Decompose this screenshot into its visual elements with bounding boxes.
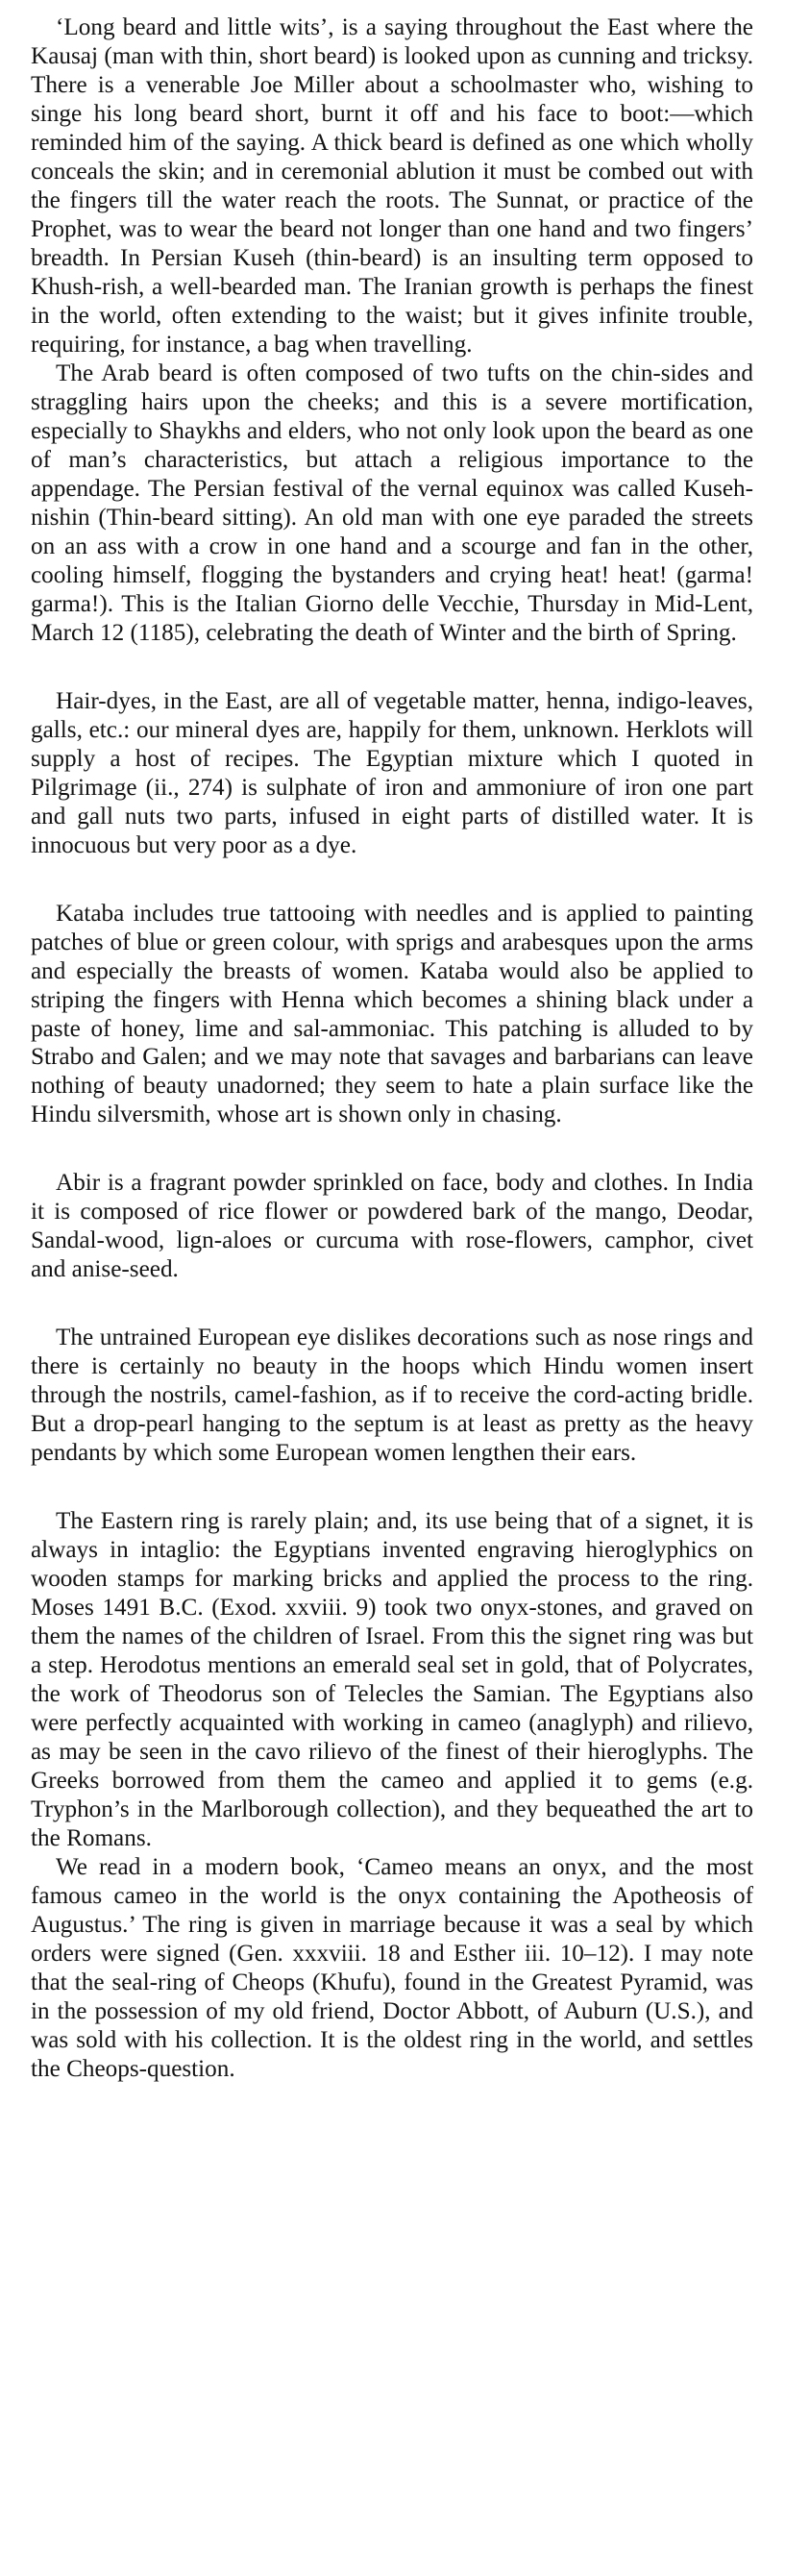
paragraph: The untrained European eye dislikes decorations such as nose rings and there is certainly no beauty in the hoops which Hindu women insert through the nostrils, camel-fashion, as if to receive the cord-acting bridle. But a drop-pearl hanging to the septum is at least as pretty as the heavy pendants by which some European women lengthen their ears.: [31, 1325, 753, 1467]
document-page: [31, 13, 753, 2123]
paragraph: Hair-dyes, in the East, are all of vegetable matter, henna, indigo-leaves, galls, etc.: our mineral dyes are, happily for them, unknown. Herklots will supply a host of recipes. The Egyptian mixture which I quoted in Pilgrimage (ii., 274) is sulphate of iron and ammoniure of iron one part and gall nuts two parts, infused in eight parts of distilled water. It is innocuous but very poor as a dye.: [31, 687, 753, 858]
paragraph: ‘Long beard and little wits’, is a saying throughout the East where the Kausaj (man with thin, short beard) is looked upon as cunning and tricksy. There is a venerable Joe Miller about a schoolmaster who, wishing to singe his long beard short, burnt it off and his face to boot:—which reminded him of the saying. A thick beard is defined as one which wholly conceals the skin; and in ceremonial ablution it must be combed out with the fingers till the water reach the roots. The Sunnat, or practice of the Prophet, was to wear the beard not longer than one hand and two fingers’ breadth. In Persian Kuseh (thin-beard) is an insulting term opposed to Khush-rish, a well-bearded man. The Iranian growth is perhaps the finest in the world, often extending to the waist; but it gives infinite trouble, requiring, for instance, a bag when travelling.: [31, 14, 753, 358]
paragraph: The Arab beard is often composed of two tufts on the chin-sides and straggling hairs upon the cheeks; and this is a severe mortification, especially to Shaykhs and elders, who not only look upon the beard as one of man’s characteristics, but attach a religious importance to the appendage. The Persian festival of the vernal equinox was called Kuseh-nishin (Thin-beard sitting). An old man with one eye paraded the streets on an ass with a crow in one hand and a scourge and fan in the other, cooling himself, flogging the bystanders and crying heat! heat! (garma! garma!). This is the Italian Giorno delle Vecchie, Thursday in Mid-Lent, March 12 (1185), celebrating the death of Winter and the birth of Spring.: [31, 359, 753, 646]
section-abir: [31, 1169, 753, 1284]
section-kataba: [31, 900, 753, 1130]
paragraph: Abir is a fragrant powder sprinkled on face, body and clothes. In India it is composed of rice flower or powdered bark of the mango, Deodar, Sandal-wood, lign-aloes or curcuma with rose-flowers, camphor, civet and anise-seed.: [31, 1170, 753, 1283]
paragraph: We read in a modern book, ‘Cameo means an onyx, and the most famous cameo in the world is the onyx containing the Apotheosis of Augustus.’ The ring is given in marriage because it was a seal by which orders were signed (Gen. xxxviii. 18 and Esther iii. 10–12). I may note that the seal-ring of Cheops (Khufu), found in the Greatest Pyramid, was in the possession of my old friend, Doctor Abbott, of Auburn (U.S.), and was sold with his collection. It is the oldest ring in the world, and settles the Cheops-question.: [31, 1854, 753, 2082]
section-hair-dyes: [31, 687, 753, 860]
paragraph: The Eastern ring is rarely plain; and, its use being that of a signet, it is always in intaglio: the Egyptians invented engraving hieroglyphics on wooden stamps for marking bricks and applied the process to the ring. Moses 1491 B.C. (Exod. xxviii. 9) took two onyx-stones, and graved on them the names of the children of Israel. From this the signet ring was but a step. Herodotus mentions an emerald seal set in gold, that of Polycrates, the work of Theodorus son of Telecles the Samian. The Egyptians also were perfectly acquainted with working in cameo (anaglyph) and rilievo, as may be seen in the cavo rilievo of the finest of their hieroglyphs. The Greeks borrowed from them the cameo and applied it to gems (e.g. Tryphon’s in the Marlborough collection), and they bequeathed the art to the Romans.: [31, 1508, 753, 1852]
section-beard: [31, 13, 753, 648]
paragraph: Kataba includes true tattooing with needles and is applied to painting patches of blue or green colour, with sprigs and arabesques upon the arms and especially the breasts of women. Kataba would also be applied to striping the fingers with Henna which becomes a shining black under a paste of honey, lime and sal-ammoniac. This patching is alluded to by Strabo and Galen; and we may note that savages and barbarians can leave nothing of beauty unadorned; they seem to hate a plain surface like the Hindu silversmith, whose art is shown only in chasing.: [31, 900, 753, 1128]
section-rings: [31, 1507, 753, 2084]
section-nose-rings: [31, 1324, 753, 1468]
